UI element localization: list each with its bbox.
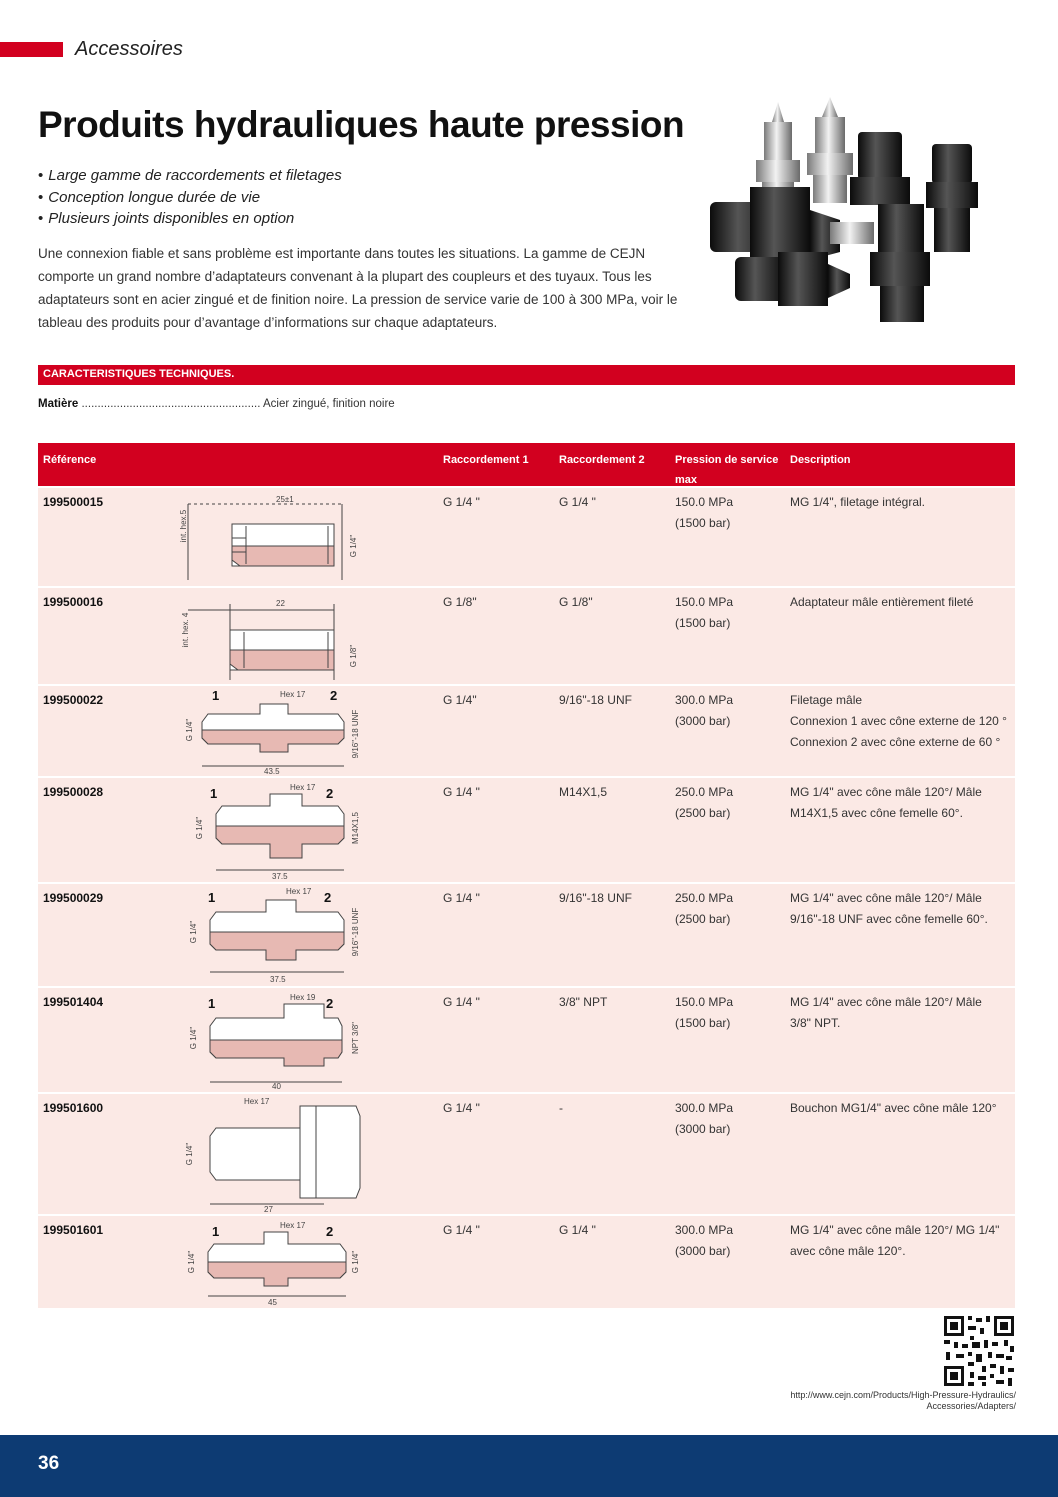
dim-int-hex: int. hex. 4 — [181, 612, 190, 648]
technical-drawing — [180, 1218, 390, 1306]
description-line: 3/8" NPT. — [790, 1016, 841, 1030]
description-cell — [790, 690, 1007, 753]
pressure-cell — [675, 592, 733, 634]
dim-length: 43.5 — [264, 767, 280, 776]
reference-cell: 199501601 — [43, 1223, 104, 1237]
dim-length: 37.5 — [270, 975, 286, 984]
dim-length: 22 — [276, 599, 285, 608]
dim-length: 27 — [264, 1205, 273, 1214]
pressure-bar: (1500 bar) — [675, 616, 731, 630]
dim-length: 45 — [268, 1298, 277, 1307]
description-line: MG 1/4" avec cône mâle 120°/ MG 1/4" — [790, 1223, 1000, 1237]
description-cell — [790, 992, 982, 1034]
pressure-mpa: 300.0 MPa — [675, 1223, 734, 1237]
qr-url-line: Accessories/Adapters/ — [926, 1401, 1016, 1411]
dim-left-thread: G 1/4" — [185, 1142, 194, 1166]
description-cell — [790, 492, 925, 513]
dim-right-thread: NPT 3/8" — [351, 1021, 360, 1055]
intro-paragraph: Une connexion fiable et sans problème est importante dans toutes les situations. La gamme de CEJN comporte un grand nombre d’adaptateurs convenant à la plupart des coupleurs et des tuyaux. Tous les adaptateurs sont en acier zingué et de finition noire. La pression de service varie de 100 à 300 MPa, voir le tableau des produits pour d’avantage d’informations sur chaque adaptateurs. — [38, 246, 678, 330]
pressure-bar: (3000 bar) — [675, 1122, 731, 1136]
header-connection-2: Raccordement 2 — [559, 454, 645, 466]
page-title: Produits hydrauliques haute pression — [38, 104, 685, 145]
table-row — [38, 684, 1015, 776]
technical-drawing — [180, 886, 390, 984]
feature-item: • Conception longue durée de vie — [38, 187, 342, 209]
connection-2-label: 2 — [324, 890, 332, 905]
header-connection-1: Raccordement 1 — [443, 454, 529, 466]
connection-1-label: 1 — [210, 786, 218, 801]
reference-cell: 199500028 — [43, 785, 104, 799]
dim-thread: G 1/4" — [349, 534, 358, 558]
dim-left-thread: G 1/4" — [185, 718, 194, 742]
pressure-mpa: 250.0 MPa — [675, 785, 734, 799]
pressure-cell — [675, 492, 733, 534]
feature-item: • Plusieurs joints disponibles en option — [38, 208, 342, 230]
pressure-bar: (2500 bar) — [675, 806, 731, 820]
description-line: Adaptateur mâle entièrement fileté — [790, 595, 974, 609]
technical-drawing — [180, 688, 390, 774]
description-line: M14X1,5 avec cône femelle 60°. — [790, 806, 963, 820]
material-dots: ........................................................ — [81, 398, 261, 410]
reference-cell: 199501600 — [43, 1101, 104, 1115]
pressure-cell — [675, 992, 733, 1034]
connection-2-cell: G 1/4 " — [559, 1223, 596, 1237]
connection-2-cell: M14X1,5 — [559, 785, 608, 799]
connection-1-cell: G 1/4 " — [443, 1223, 480, 1237]
section-label: Accessoires — [75, 38, 183, 60]
table-row — [38, 882, 1015, 986]
table-row — [38, 776, 1015, 882]
table-row — [38, 1214, 1015, 1308]
connection-2-label: 2 — [330, 688, 338, 703]
description-cell — [790, 1098, 997, 1119]
pressure-bar: (2500 bar) — [675, 912, 731, 926]
reference-cell: 199500022 — [43, 693, 104, 707]
pressure-mpa: 150.0 MPa — [675, 495, 734, 509]
qr-code[interactable] — [942, 1314, 1016, 1388]
description-cell — [790, 1220, 999, 1262]
qr-url-line: http://www.cejn.com/Products/High-Pressure-Hydraulics/ — [790, 1390, 1016, 1400]
connection-1-label: 1 — [208, 996, 216, 1011]
feature-item: • Large gamme de raccordements et filetages — [38, 165, 342, 187]
description-line: Filetage mâle — [790, 693, 863, 707]
pressure-bar: (1500 bar) — [675, 516, 731, 530]
table-row — [38, 486, 1015, 586]
section-accent-bar — [0, 42, 63, 57]
description-line: Connexion 1 avec cône externe de 120 ° — [790, 714, 1007, 728]
connection-2-label: 2 — [326, 1224, 334, 1239]
connection-2-cell: G 1/4 " — [559, 495, 596, 509]
dim-length: 37.5 — [272, 872, 288, 881]
technical-drawing — [180, 1096, 390, 1212]
technical-drawing — [180, 490, 390, 584]
description-line: Connexion 2 avec cône externe de 60 ° — [790, 735, 1001, 749]
qr-url[interactable] — [780, 1390, 1016, 1412]
table-row — [38, 986, 1015, 1092]
reference-cell: 199501404 — [43, 995, 104, 1009]
description-cell — [790, 888, 988, 930]
pressure-bar: (1500 bar) — [675, 1016, 731, 1030]
description-line: Bouchon MG1/4" avec cône mâle 120° — [790, 1101, 997, 1115]
pressure-cell — [675, 690, 733, 732]
connection-1-cell: G 1/4" — [443, 693, 477, 707]
technical-drawing — [180, 590, 390, 682]
footer-bar — [0, 1435, 1058, 1497]
material-row — [38, 398, 395, 410]
pressure-cell — [675, 782, 733, 824]
table-row — [38, 1092, 1015, 1214]
connection-2-cell: G 1/8" — [559, 595, 593, 609]
connection-1-cell: G 1/4 " — [443, 495, 480, 509]
connection-2-label: 2 — [326, 786, 334, 801]
connection-1-cell: G 1/4 " — [443, 1101, 480, 1115]
connection-2-cell: 9/16"-18 UNF — [559, 891, 632, 905]
table-header — [38, 443, 1015, 486]
description-line: MG 1/4" avec cône mâle 120°/ Mâle — [790, 891, 982, 905]
description-line: MG 1/4" avec cône mâle 120°/ Mâle — [790, 785, 982, 799]
pressure-cell — [675, 1098, 733, 1140]
pressure-mpa: 150.0 MPa — [675, 995, 734, 1009]
description-cell — [790, 592, 973, 613]
pressure-bar: (3000 bar) — [675, 714, 731, 728]
pressure-bar: (3000 bar) — [675, 1244, 731, 1258]
product-table — [38, 443, 1015, 1308]
pressure-cell — [675, 1220, 733, 1262]
dim-hex: Hex 17 — [290, 783, 316, 792]
page-number: 36 — [38, 1453, 60, 1474]
dim-right-thread: G 1/4" — [351, 1250, 360, 1274]
product-photo — [690, 92, 1015, 337]
reference-cell: 199500029 — [43, 891, 104, 905]
technical-drawing — [180, 780, 390, 880]
dim-right-thread: 9/16"-18 UNF — [351, 709, 360, 759]
dim-hex: Hex 17 — [280, 690, 306, 699]
dim-length: 25±1 — [276, 495, 294, 504]
description-line: MG 1/4", filetage intégral. — [790, 495, 925, 509]
dim-hex: Hex 19 — [290, 993, 316, 1002]
header-reference: Référence — [43, 454, 97, 466]
tech-section-title: CARACTERISTIQUES TECHNIQUES. — [43, 368, 235, 380]
header-pressure: Pression de service max — [675, 454, 779, 486]
connection-1-label: 1 — [208, 890, 216, 905]
pressure-mpa: 250.0 MPa — [675, 891, 734, 905]
connection-1-cell: G 1/4 " — [443, 891, 480, 905]
dim-left-thread: G 1/4" — [189, 1026, 198, 1050]
dim-length: 40 — [272, 1082, 281, 1091]
dim-int-hex: int. hex.5 — [179, 509, 188, 543]
pressure-mpa: 150.0 MPa — [675, 595, 734, 609]
table-row — [38, 586, 1015, 684]
connection-1-label: 1 — [212, 1224, 220, 1239]
material-value: Acier zingué, finition noire — [262, 398, 395, 410]
connection-2-cell: - — [559, 1101, 563, 1115]
dim-left-thread: G 1/4" — [189, 920, 198, 944]
dim-left-thread: G 1/4" — [187, 1250, 196, 1274]
tech-section-bar — [38, 365, 1015, 385]
dim-right-thread: M14X1,5 — [351, 811, 360, 845]
connection-2-label: 2 — [326, 996, 334, 1011]
connection-1-cell: G 1/4 " — [443, 785, 480, 799]
material-label: Matière — [38, 398, 79, 410]
connection-2-cell: 9/16"-18 UNF — [559, 693, 632, 707]
pressure-mpa: 300.0 MPa — [675, 1101, 734, 1115]
header-description: Description — [790, 454, 851, 466]
dim-thread: G 1/8" — [349, 644, 358, 668]
connection-1-cell: G 1/4 " — [443, 995, 480, 1009]
pressure-mpa: 300.0 MPa — [675, 693, 734, 707]
reference-cell: 199500016 — [43, 595, 104, 609]
dim-left-thread: G 1/4" — [195, 816, 204, 840]
connection-1-cell: G 1/8" — [443, 595, 477, 609]
description-line: avec cône mâle 120°. — [790, 1244, 906, 1258]
description-line: MG 1/4" avec cône mâle 120°/ Mâle — [790, 995, 982, 1009]
technical-drawing — [180, 990, 390, 1090]
description-line: 9/16"-18 UNF avec cône femelle 60°. — [790, 912, 988, 926]
dim-hex: Hex 17 — [280, 1221, 306, 1230]
dim-right-thread: 9/16"-18 UNF — [351, 907, 360, 957]
dim-hex: Hex 17 — [244, 1097, 270, 1106]
reference-cell: 199500015 — [43, 495, 104, 509]
connection-1-label: 1 — [212, 688, 220, 703]
feature-list — [38, 165, 342, 230]
description-cell — [790, 782, 982, 824]
pressure-cell — [675, 888, 733, 930]
dim-hex: Hex 17 — [286, 887, 312, 896]
connection-2-cell: 3/8" NPT — [559, 995, 608, 1009]
